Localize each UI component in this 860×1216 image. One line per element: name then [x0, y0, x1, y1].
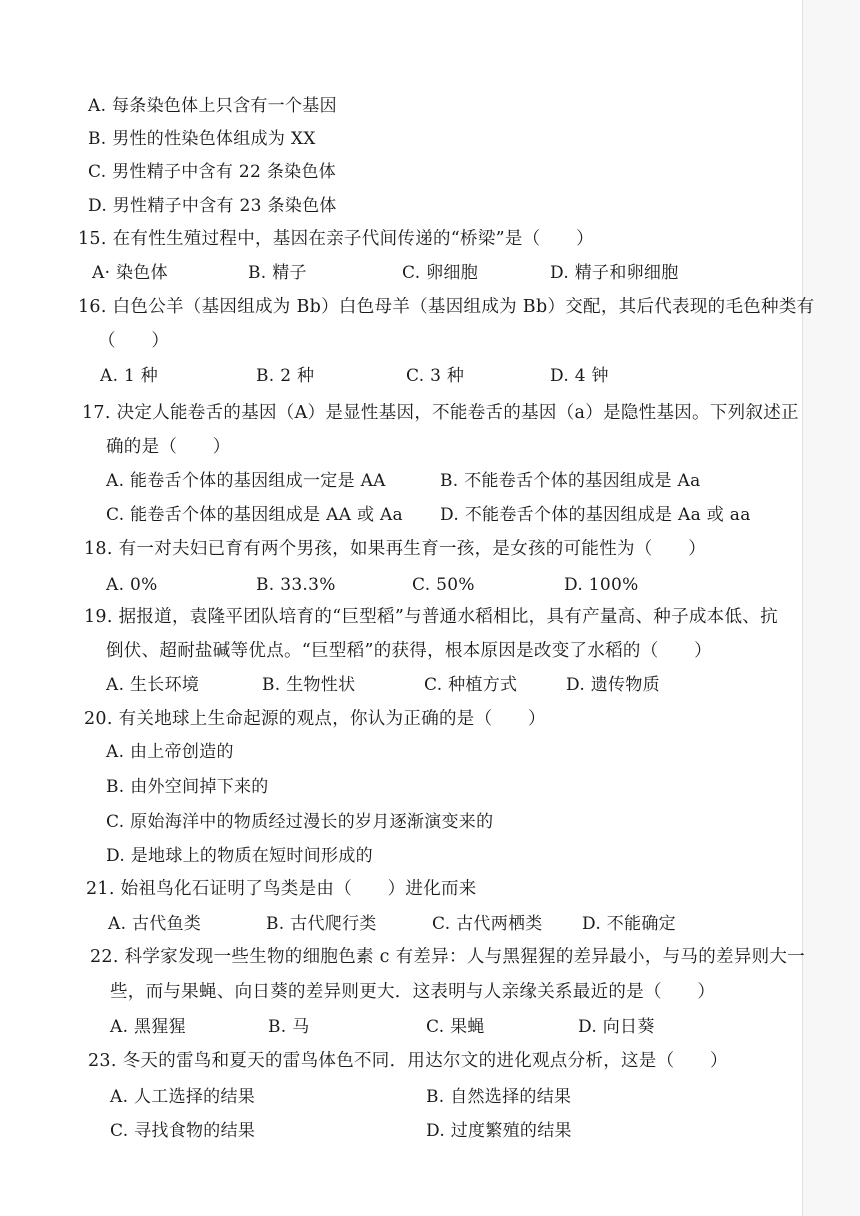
q22-option-b[interactable]: B. 马 [268, 1017, 310, 1037]
q15-option-d[interactable]: D. 精子和卵细胞 [550, 263, 679, 283]
q23-stem: 23. 冬天的雷鸟和夏天的雷鸟体色不同．用达尔文的进化观点分析，这是（ ） [88, 1051, 728, 1071]
q16-stem-line-1: 16. 白色公羊（基因组成为 Bb）白色母羊（基因组成为 Bb）交配，其后代表现的毛色种类有 [78, 297, 815, 317]
q22-option-a[interactable]: A. 黑猩猩 [110, 1017, 186, 1037]
q22-stem-line-1: 22. 科学家发现一些生物的细胞色素 c 有差异：人与黑猩猩的差异最小，与马的差异则大一 [90, 947, 806, 967]
q20-option-c[interactable]: C. 原始海洋中的物质经过漫长的岁月逐渐演变来的 [106, 812, 494, 832]
q17-stem-line-2: 确的是（ ） [106, 437, 231, 457]
page-edge [802, 0, 860, 1216]
q18-option-d[interactable]: D. 100% [564, 575, 639, 595]
q18-stem: 18. 有一对夫妇已育有两个男孩，如果再生育一孩，是女孩的可能性为（ ） [84, 539, 706, 559]
q21-stem: 21. 始祖鸟化石证明了鸟类是由（ ）进化而来 [86, 879, 477, 899]
q16-stem-line-2: （ ） [98, 331, 170, 351]
q19-option-d[interactable]: D. 遗传物质 [566, 675, 660, 695]
q16-option-a[interactable]: A. 1 种 [100, 366, 159, 386]
q23-option-b[interactable]: B. 自然选择的结果 [426, 1087, 572, 1107]
q21-option-b[interactable]: B. 古代爬行类 [266, 914, 377, 934]
q22-option-d[interactable]: D. 向日葵 [578, 1017, 655, 1037]
q17-option-c[interactable]: C. 能卷舌个体的基因组成是 AA 或 Aa [106, 505, 403, 525]
q19-option-b[interactable]: B. 生物性状 [262, 675, 356, 695]
q23-option-c[interactable]: C. 寻找食物的结果 [110, 1121, 256, 1141]
q17-option-d[interactable]: D. 不能卷舌个体的基因组成是 Aa 或 aa [440, 505, 751, 525]
q15-option-b[interactable]: B. 精子 [248, 263, 307, 283]
q22-option-c[interactable]: C. 果蝇 [426, 1017, 485, 1037]
q15-stem: 15. 在有性生殖过程中，基因在亲子代间传递的“桥梁”是（ ） [78, 229, 594, 249]
q19-option-a[interactable]: A. 生长环境 [106, 675, 200, 695]
q14-option-a[interactable]: A. 每条染色体上只含有一个基因 [88, 96, 337, 116]
q16-option-b[interactable]: B. 2 种 [256, 366, 315, 386]
q16-option-d[interactable]: D. 4 钟 [550, 366, 609, 386]
q23-option-d[interactable]: D. 过度繁殖的结果 [426, 1121, 572, 1141]
q23-option-a[interactable]: A. 人工选择的结果 [110, 1087, 256, 1107]
q19-stem-line-2: 倒伏、超耐盐碱等优点。“巨型稻”的获得，根本原因是改变了水稻的（ ） [106, 641, 712, 661]
q21-option-c[interactable]: C. 古代两栖类 [432, 914, 543, 934]
q21-option-d[interactable]: D. 不能确定 [582, 914, 676, 934]
q14-option-d[interactable]: D. 男性精子中含有 23 条染色体 [88, 196, 337, 216]
q17-option-b[interactable]: B. 不能卷舌个体的基因组成是 Aa [440, 471, 701, 491]
q19-stem-line-1: 19. 据报道，袁隆平团队培育的“巨型稻”与普通水稻相比，具有产量高、种子成本低、抗 [84, 607, 778, 627]
q15-option-c[interactable]: C. 卵细胞 [402, 263, 479, 283]
q18-option-b[interactable]: B. 33.3% [256, 575, 336, 595]
q19-option-c[interactable]: C. 种植方式 [424, 675, 518, 695]
q17-option-a[interactable]: A. 能卷舌个体的基因组成一定是 AA [106, 471, 386, 491]
q18-option-c[interactable]: C. 50% [412, 575, 475, 595]
q16-option-c[interactable]: C. 3 种 [406, 366, 465, 386]
q22-stem-line-2: 些，而与果蝇、向日葵的差异则更大．这表明与人亲缘关系最近的是（ ） [110, 982, 716, 1002]
q20-option-b[interactable]: B. 由外空间掉下来的 [106, 777, 269, 797]
q14-option-c[interactable]: C. 男性精子中含有 22 条染色体 [88, 162, 337, 182]
q18-option-a[interactable]: A. 0% [106, 575, 158, 595]
q14-option-b[interactable]: B. 男性的性染色体组成为 XX [88, 129, 316, 149]
q20-option-d[interactable]: D. 是地球上的物质在短时间形成的 [106, 846, 373, 866]
q15-option-a[interactable]: A· 染色体 [92, 263, 168, 283]
q17-stem-line-1: 17. 决定人能卷舌的基因（A）是显性基因，不能卷舌的基因（a）是隐性基因。下列叙述正 [82, 403, 799, 423]
q20-stem: 20. 有关地球上生命起源的观点，你认为正确的是（ ） [84, 709, 546, 729]
q20-option-a[interactable]: A. 由上帝创造的 [106, 742, 234, 762]
q21-option-a[interactable]: A. 古代鱼类 [108, 914, 202, 934]
